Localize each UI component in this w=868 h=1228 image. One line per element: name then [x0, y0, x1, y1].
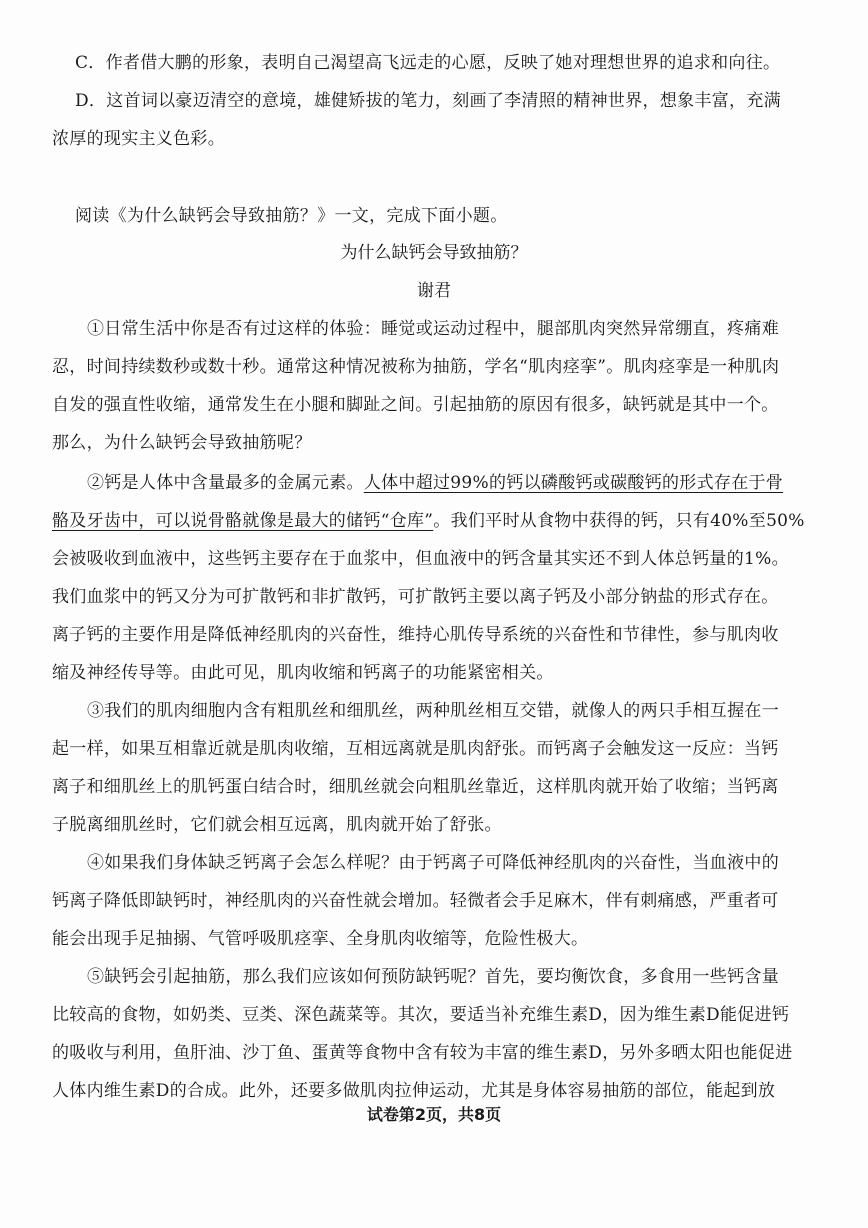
paragraph-2-line: 离子钙的主要作用是降低神经肌肉的兴奋性，维持心肌传导系统的兴奋性和节律性，参与肌肉收	[52, 625, 779, 645]
paragraph-3-line: 离子和细肌丝上的肌钙蛋白结合时，细肌丝就会向粗肌丝靠近，这样肌肉就开始了收缩；当钙离	[52, 777, 779, 797]
paragraph-2-text: 。我们平时从食物中获得的钙，只有40%至50%	[433, 511, 805, 531]
article-title: 为什么缺钙会导致抽筋？	[340, 243, 528, 263]
paragraph-3-line: ③我们的肌肉细胞内含有粗肌丝和细肌丝，两种肌丝相互交错，就像人的两只手相互握在一	[87, 701, 779, 721]
paragraph-3-line: 子脱离细肌丝时，它们就会相互远离，肌肉就开始了舒张。	[52, 815, 502, 835]
paragraph-2-line	[87, 471, 783, 495]
reading-instruction: 阅读《为什么缺钙会导致抽筋？》一文，完成下面小题。	[75, 206, 508, 226]
paragraph-4-line: 钙离子降低即缺钙时，神经肌肉的兴奋性就会增加。轻微者会手足麻木，伴有刺痛感，严重者可	[52, 891, 779, 911]
paragraph-4-line: ④如果我们身体缺乏钙离子会怎么样呢？由于钙离子可降低神经肌肉的兴奋性，当血液中的	[87, 853, 779, 873]
paragraph-5-line: 比较高的食物，如奶类、豆类、深色蔬菜等。其次，要适当补充维生素D，因为维生素D能促进钙	[52, 1005, 790, 1025]
underlined-sentence: 骼及牙齿中，可以说骨骼就像是最大的储钙“仓库”	[52, 511, 434, 531]
option-d-line-2: 浓厚的现实主义色彩。	[52, 129, 225, 149]
paragraph-2-line: 缩及神经传导等。由此可见，肌肉收缩和钙离子的功能紧密相关。	[52, 663, 554, 683]
page-footer: 试卷第2页，共8页	[366, 1105, 502, 1124]
paragraph-5-line: 人体内维生素D的合成。此外，还要多做肌肉拉伸运动，尤其是身体容易抽筋的部位，能起到放	[52, 1081, 776, 1101]
paragraph-5-line: ⑤缺钙会引起抽筋，那么我们应该如何预防缺钙呢？首先，要均衡饮食，多食用一些钙含量	[87, 967, 779, 987]
option-d-line-1: D．这首词以豪迈清空的意境，雄健矫拔的笔力，刻画了李清照的精神世界，想象丰富，充满	[75, 91, 781, 111]
paragraph-1-line: 忍，时间持续数秒或数十秒。通常这种情况被称为抽筋，学名“肌肉痉挛”。肌肉痉挛是一种肌肉	[52, 357, 780, 377]
paragraph-1-line: 自发的强直性收缩，通常发生在小腿和脚趾之间。引起抽筋的原因有很多，缺钙就是其中一个。	[52, 395, 779, 415]
underlined-sentence: 人体中超过99%的钙以磷酸钙或碳酸钙的形式存在于骨	[363, 473, 784, 493]
paragraph-1-line: 那么，为什么缺钙会导致抽筋呢？	[52, 433, 312, 453]
article-author: 谢君	[417, 281, 451, 301]
paragraph-3-line: 起一样，如果互相靠近就是肌肉收缩，互相远离就是肌肉舒张。而钙离子会触发这一反应：当钙	[52, 739, 779, 759]
paragraph-2-text: ②钙是人体中含量最多的金属元素。	[87, 473, 364, 493]
paragraph-2-line: 我们血浆中的钙又分为可扩散钙和非扩散钙，可扩散钙主要以离子钙及小部分钠盐的形式存在。	[52, 587, 779, 607]
paragraph-1-line: ①日常生活中你是否有过这样的体验：睡觉或运动过程中，腿部肌肉突然异常绷直，疼痛难	[87, 319, 779, 339]
paragraph-4-line: 能会出现手足抽搦、气管呼吸肌痉挛、全身肌肉收缩等，危险性极大。	[52, 929, 589, 949]
paragraph-2-line: 会被吸收到血液中，这些钙主要存在于血浆中，但血液中的钙含量其实还不到人体总钙量的1%。	[52, 549, 789, 569]
paragraph-5-line: 的吸收与利用，鱼肝油、沙丁鱼、蛋黄等食物中含有较为丰富的维生素D，另外多晒太阳也能促进	[52, 1043, 793, 1063]
paragraph-2-line	[52, 509, 805, 533]
option-c: C．作者借大鹏的形象，表明自己渴望高飞远走的心愿，反映了她对理想世界的追求和向往。	[75, 53, 781, 73]
